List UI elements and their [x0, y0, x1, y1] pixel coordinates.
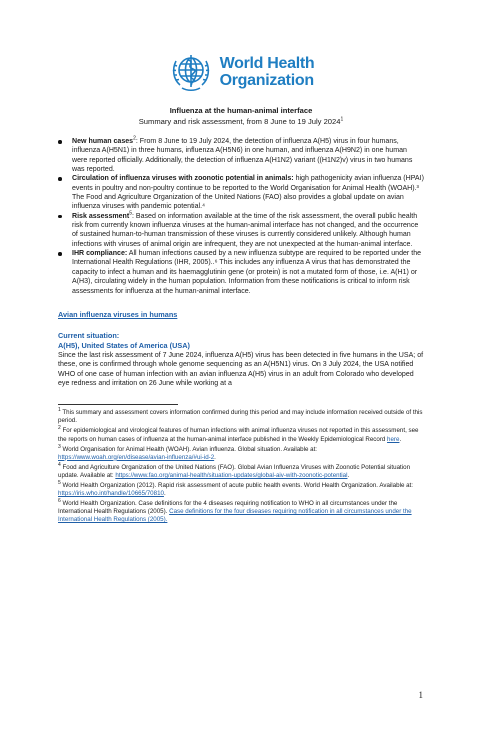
footnote-number: 6 — [58, 498, 61, 505]
key-point-lead: New human cases — [72, 138, 134, 145]
org-name-line2: Organization — [219, 72, 314, 89]
footnote-ref: 5 — [129, 210, 132, 217]
footnote-number: 5 — [58, 479, 61, 486]
footnote-tail: . — [214, 453, 216, 461]
subtitle-text: Summary and risk assessment, from 8 June to 19 July 2024 — [138, 117, 341, 126]
footnotes — [58, 409, 424, 524]
country-heading: A(H5), United States of America (USA) — [58, 340, 190, 350]
who-wordmark — [220, 55, 315, 89]
footnote-tail: . — [347, 471, 350, 479]
footnote — [58, 427, 424, 443]
footnote-number: 1 — [58, 407, 61, 414]
key-point-text: high pathogenicity avian influenza (HPAI) events in poultry and non-poultry continue to be reported to the World Organisation for Animal Health (WOAH).³ The Food and Agriculture Organization of the United Nations (FAO) also provides a global update on avian influenza viruses with pandemic potential.⁴ — [72, 175, 424, 211]
key-point-item — [58, 174, 424, 211]
footnote-tail: . — [399, 435, 402, 443]
footnote-number: 4 — [58, 461, 61, 468]
bullet-icon — [58, 252, 62, 256]
bullet-icon — [58, 215, 62, 219]
bullet-icon — [58, 140, 62, 144]
footnote — [58, 461, 424, 480]
footnote-text: World Organisation for Animal Health (WOAH). Avian influenza. Global situation. Available at: — [62, 445, 318, 453]
key-point-text: : Based on information available at the time of the risk assessment, the overall public health risk from currently known influenza viruses at the human-animal interface has not changed, and the occurrence of sustained human-to-human transmission of these viruses is currently considered unlikely. Although human infections with viruses of animal origin are infrequent, they are not unexpected at the human-animal interface. — [72, 212, 419, 248]
page-number: 1 — [418, 690, 423, 700]
footnote — [58, 443, 424, 462]
footnote-ref: 2 — [133, 135, 136, 142]
key-point-lead: IHR compliance: — [72, 250, 128, 258]
bullet-icon — [58, 177, 62, 181]
key-points-list — [58, 137, 424, 296]
footnote-number: 3 — [58, 443, 61, 450]
key-point-item — [58, 212, 424, 249]
key-point-item — [58, 249, 424, 296]
document-title: Influenza at the human-animal interface — [169, 106, 313, 115]
org-name-line1: World Health — [219, 55, 315, 72]
document-subtitle — [58, 117, 424, 126]
footnote — [58, 479, 424, 498]
key-point-text: : From 8 June to 19 July 2024, the detection of influenza A(H5) virus in four humans, influenza A(H5N1) in three humans, influenza A(H5N6) in one human, and influenza A(H9N2) in one human were reported officially. Additionally, the detection of influenza A(H1N2) variant ((H1N2)v) virus in two humans was reported. — [72, 138, 413, 174]
section-heading[interactable]: Avian influenza viruses in humans — [58, 309, 178, 319]
footnote-text: This summary and assessment covers information confirmed during this period and may include information received outside of this period. — [58, 409, 423, 425]
body-paragraph: Since the last risk assessment of 7 June 2024, influenza A(H5) virus has been detected in five humans in the USA; of these, one is confirmed through whole genome sequencing as an A(H5N1) virus. On 3 July 2024, the USA notified WHO of one case of human infection with an avian influenza A(H5) virus in an adult from Colorado who developed eye redness and irritation on 26 June while working at a — [58, 351, 424, 387]
who-emblem-icon — [168, 51, 214, 93]
footnote-link[interactable]: https://www.fao.org/animal-health/situation-updates/global-aiv-with-zoonotic-potential — [115, 471, 348, 479]
footnote-text: For epidemiological and virological features of human infections with animal influenza viruses not reported in this assessment, see the reports on human cases of influenza at the human-animal interface published in the Weekly Epidemiological Record — [58, 427, 419, 443]
document-page — [0, 50, 479, 734]
footnote-number: 2 — [58, 425, 61, 432]
footnote — [58, 500, 424, 524]
footnote-text: World Health Organization. Case definitions for the 4 diseases requiring notification to WHO in all circumstances under the International Health Regulations (2005). — [58, 500, 398, 516]
key-point-lead: Risk assessment — [72, 212, 130, 220]
footnote-divider — [58, 404, 178, 405]
footnote-link[interactable]: https://iris.who.int/handle/10665/70810 — [58, 490, 164, 498]
subtitle-footnote-ref: 1 — [340, 116, 344, 123]
footnote-tail: . — [163, 490, 166, 498]
footnote-text: Food and Agriculture Organization of the United Nations (FAO). Global Avian Influenza Viruses with Zoonotic Potential situation update. Available at: — [58, 463, 411, 479]
footnote — [58, 409, 424, 425]
footnote-text: World Health Organization (2012). Rapid risk assessment of acute public health events. World Health Organization. Available at: — [62, 481, 413, 489]
footnote-link[interactable]: here — [387, 435, 400, 443]
footnote-link[interactable]: https://www.woah.org/en/disease/avian-influenza/#ui-id-2 — [58, 453, 215, 461]
key-point-item — [58, 137, 424, 174]
current-situation-heading: Current situation: — [58, 330, 120, 340]
footnote-link[interactable]: Case definitions for the four diseases requiring notification in all circumstances under the International Health Regulations (2005). — [58, 508, 412, 524]
key-point-lead: Circulation of influenza viruses with zoonotic potential in animals: — [72, 175, 294, 183]
who-logo — [58, 50, 424, 94]
key-point-text: All human infections caused by a new influenza subtype are required to be reported under the International Health Regulations (IHR, 2005)..⁶ This includes any influenza A virus that has demonstrated the capacity to infect a human and its haemagglutinin gene (or protein) is not a mutated form of those, i.e. A(H1) or A(H3), circulating widely in the human population. Information from these notifications is critical to inform risk assessments for influenza at the human-animal interface. — [72, 250, 422, 295]
